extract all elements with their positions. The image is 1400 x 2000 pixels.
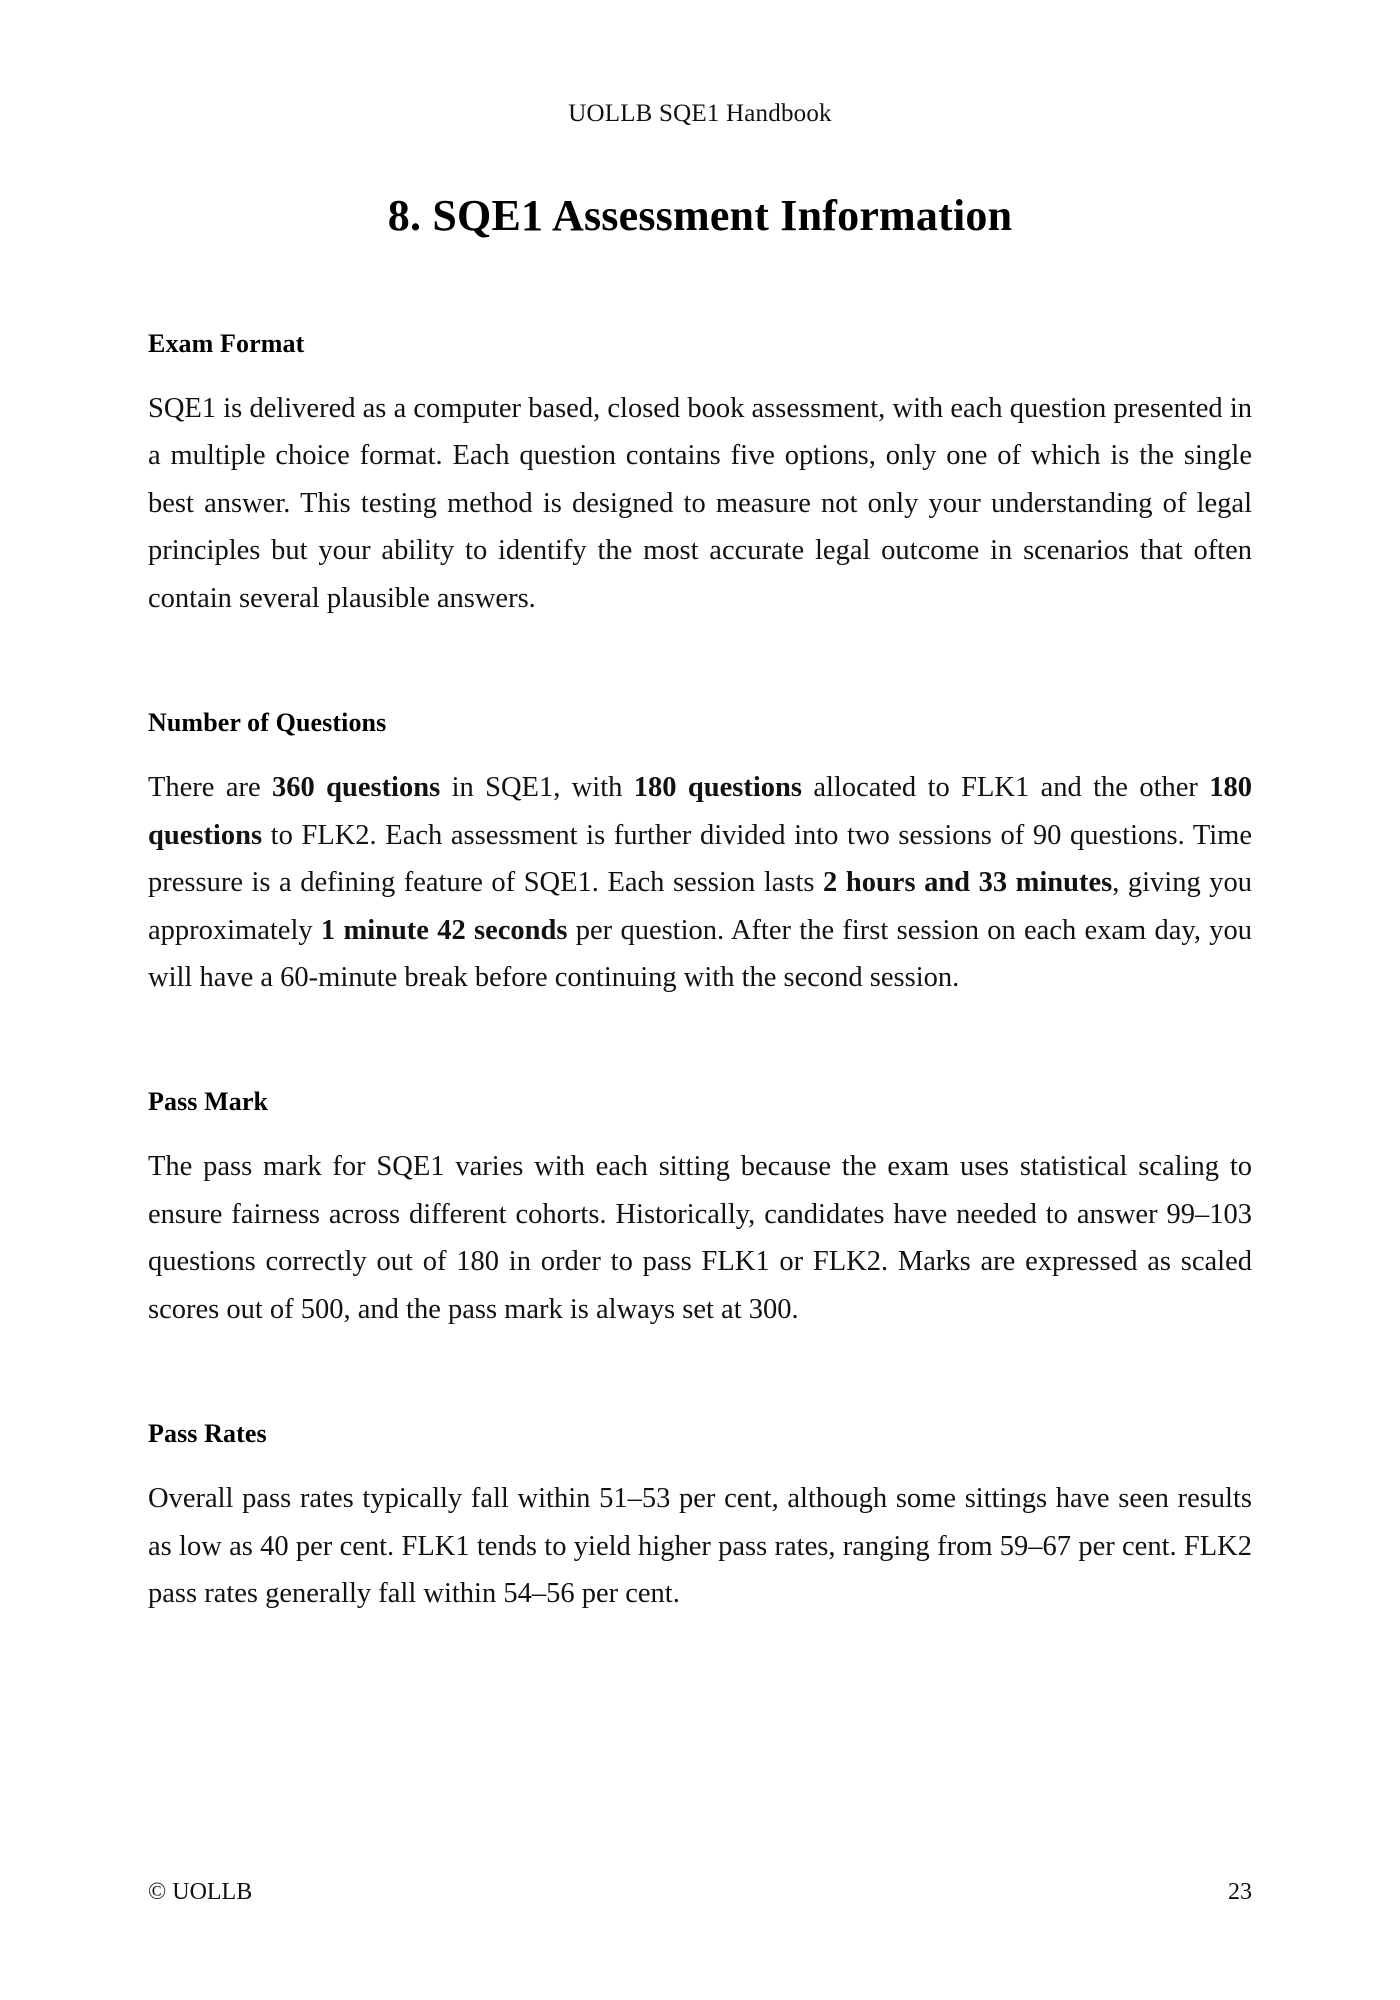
section-pass-rates (148, 1419, 1252, 1617)
section-heading-pass-mark: Pass Mark (148, 1087, 269, 1117)
section-paragraph-pass-rates: Overall pass rates typically fall within 51–53 per cent, although some sittings have seen results as low as 40 per cent. FLK1 tends to yield higher pass rates, ranging from 59–67 per cent. FLK2 pass rates generally fall within 54–56 per cent. (148, 1483, 1252, 1609)
page-content (148, 0, 1252, 2000)
section-paragraph-pass-mark: The pass mark for SQE1 varies with each sitting because the exam uses statistical scaling to ensure fairness across different cohorts. Historically, candidates have needed to answer 99–103 questions correctly out of 180 in order to pass FLK1 or FLK2. Marks are expressed as scaled scores out of 500, and the pass mark is always set at 300. (148, 1151, 1252, 1325)
footer-copyright: © UOLLB (148, 1879, 253, 1905)
footer-page-number: 23 (1228, 1879, 1252, 1905)
section-paragraph-number-of-questions: There are 360 questions in SQE1, with 180 questions allocated to FLK1 and the other 180 questions to FLK2. Each assessment is further divided into two sessions of 90 questions. Time pressure is a defining feature of SQE1. Each session lasts 2 hours and 33 minutes, giving you approximately 1 minute 42 seconds per question. After the first session on each exam day, you will have a 60-minute break before continuing with the second session. (148, 772, 1253, 993)
section-heading-pass-rates: Pass Rates (148, 1419, 267, 1449)
section-exam-format (148, 329, 1252, 622)
section-paragraph-exam-format: SQE1 is delivered as a computer based, closed book assessment, with each question presented in a multiple choice format. Each question contains five options, only one of which is the single best answer. This testing method is designed to measure not only your understanding of legal principles but your ability to identify the most accurate legal outcome in scenarios that often contain several plausible answers. (148, 393, 1252, 614)
page-footer (148, 1879, 1252, 1906)
section-heading-number-of-questions: Number of Questions (148, 708, 387, 738)
page-title: 8. SQE1 Assessment Information (387, 191, 1013, 240)
running-head: UOLLB SQE1 Handbook (568, 100, 832, 127)
section-heading-exam-format: Exam Format (148, 329, 305, 358)
section-pass-mark (148, 1087, 1252, 1333)
section-number-of-questions (148, 708, 1252, 1001)
